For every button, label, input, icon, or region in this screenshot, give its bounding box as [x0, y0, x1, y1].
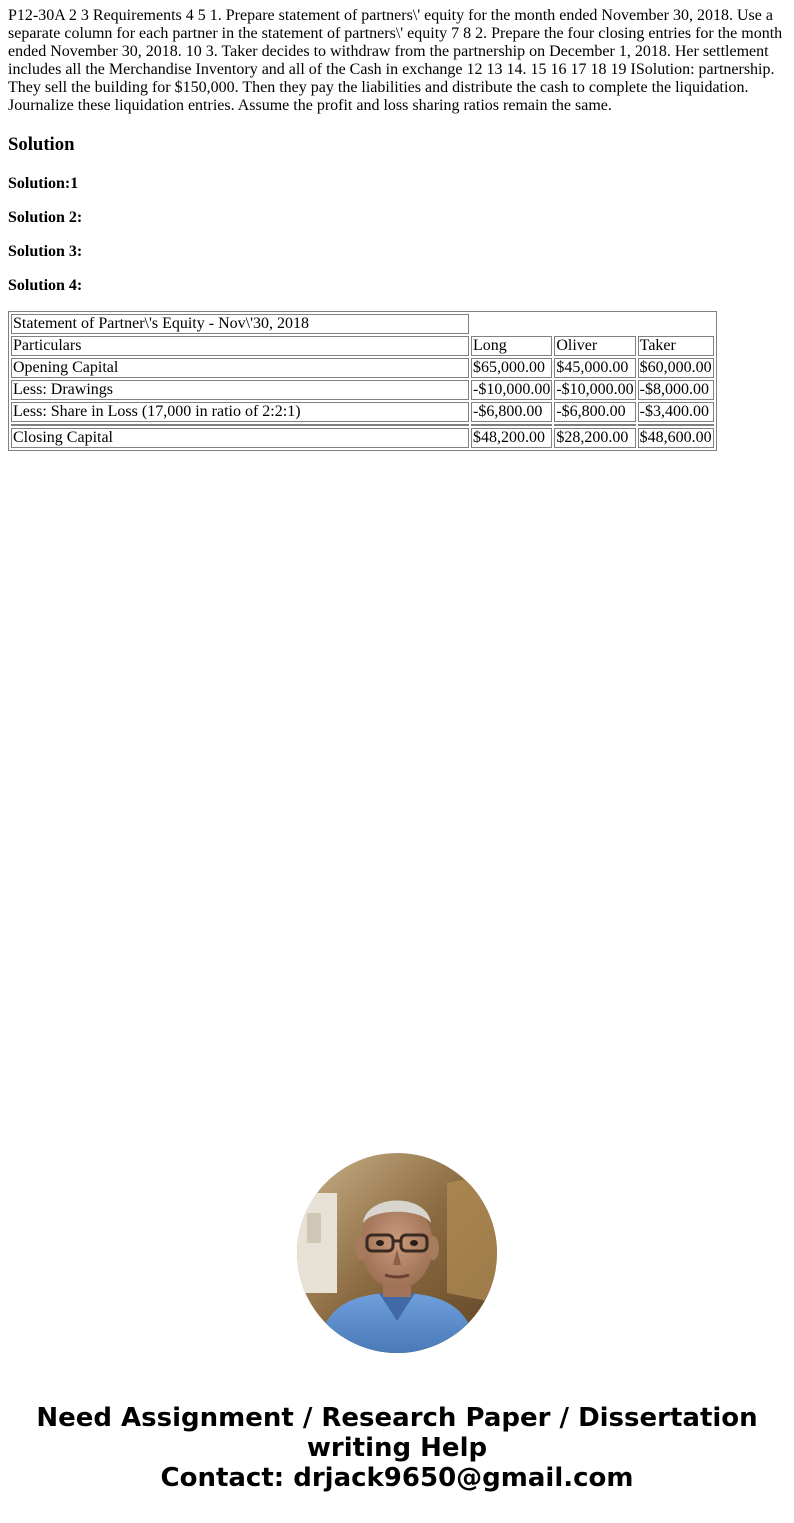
promo-contact-line: Contact: drjack9650@gmail.com	[160, 1463, 634, 1493]
header-oliver: Oliver	[554, 336, 635, 356]
table-cell: -$6,800.00	[554, 402, 635, 422]
table-divider-row	[11, 424, 714, 426]
header-long: Long	[471, 336, 552, 356]
table-cell: -$10,000.00	[556, 381, 634, 398]
table-row-closing	[11, 428, 714, 448]
table-cell: $28,200.00	[554, 428, 635, 448]
promo-banner	[0, 1403, 794, 1493]
solution-3-heading: Solution 3:	[8, 243, 83, 260]
table-cell: -$10,000.00	[473, 381, 551, 398]
solution-1-heading: Solution:1	[8, 175, 79, 192]
person-photo-icon	[297, 1153, 497, 1353]
header-taker: Taker	[638, 336, 714, 356]
table-cell: -$3,400.00	[638, 402, 714, 422]
table-cell: $60,000.00	[639, 359, 712, 376]
question-text: P12-30A 2 3 Requirements 4 5 1. Prepare statement of partners\' equity for the month ended November 30, 2018. Use a separate column for each partner in the statement of partners\' equity 7 8 2. Prepare the four closing entries for the month ended November 30, 2018. 10 3. Taker decides to withdraw from the partnership on December 1, 2018. Her settlement includes all the Merchandise Inventory and all of the Cash in exchange 12 13 14. 15 16 17 18 19 ISolution: partnership. They sell the building for $150,000. Then they pay the liabilities and distribute the cash to complete the liquidation. Journalize these liquidation entries. Assume the profit and loss sharing ratios remain the same.	[8, 7, 783, 114]
table-header-row	[11, 336, 714, 356]
table-cell: $45,000.00	[554, 358, 635, 378]
equity-table	[8, 311, 717, 451]
table-title: Statement of Partner\'s Equity - Nov\'30, 2018	[11, 314, 469, 334]
solution-2-heading: Solution 2:	[8, 209, 83, 226]
table-cell: -$6,800.00	[471, 402, 552, 422]
table-cell: Closing Capital	[11, 428, 469, 448]
promo-line-1: Need Assignment / Research Paper / Dissertation	[36, 1403, 758, 1433]
table-row	[11, 358, 714, 378]
table-row	[11, 314, 714, 334]
table-row	[11, 380, 714, 400]
table-cell: $48,600.00	[639, 429, 712, 446]
table-row	[11, 402, 714, 422]
table-cell: -$8,000.00	[638, 380, 714, 400]
promo-line-2: writing Help	[306, 1433, 488, 1463]
equity-table-container	[8, 311, 717, 451]
table-cell: Less: Share in Loss (17,000 in ratio of 2:2:1)	[11, 402, 469, 422]
table-cell: $48,200.00	[471, 428, 552, 448]
table-cell: $65,000.00	[471, 358, 552, 378]
table-cell: Opening Capital	[11, 358, 469, 378]
table-cell: Less: Drawings	[11, 380, 469, 400]
solution-heading: Solution	[8, 134, 75, 155]
solution-4-heading: Solution 4:	[8, 277, 83, 294]
header-particulars: Particulars	[11, 336, 469, 356]
